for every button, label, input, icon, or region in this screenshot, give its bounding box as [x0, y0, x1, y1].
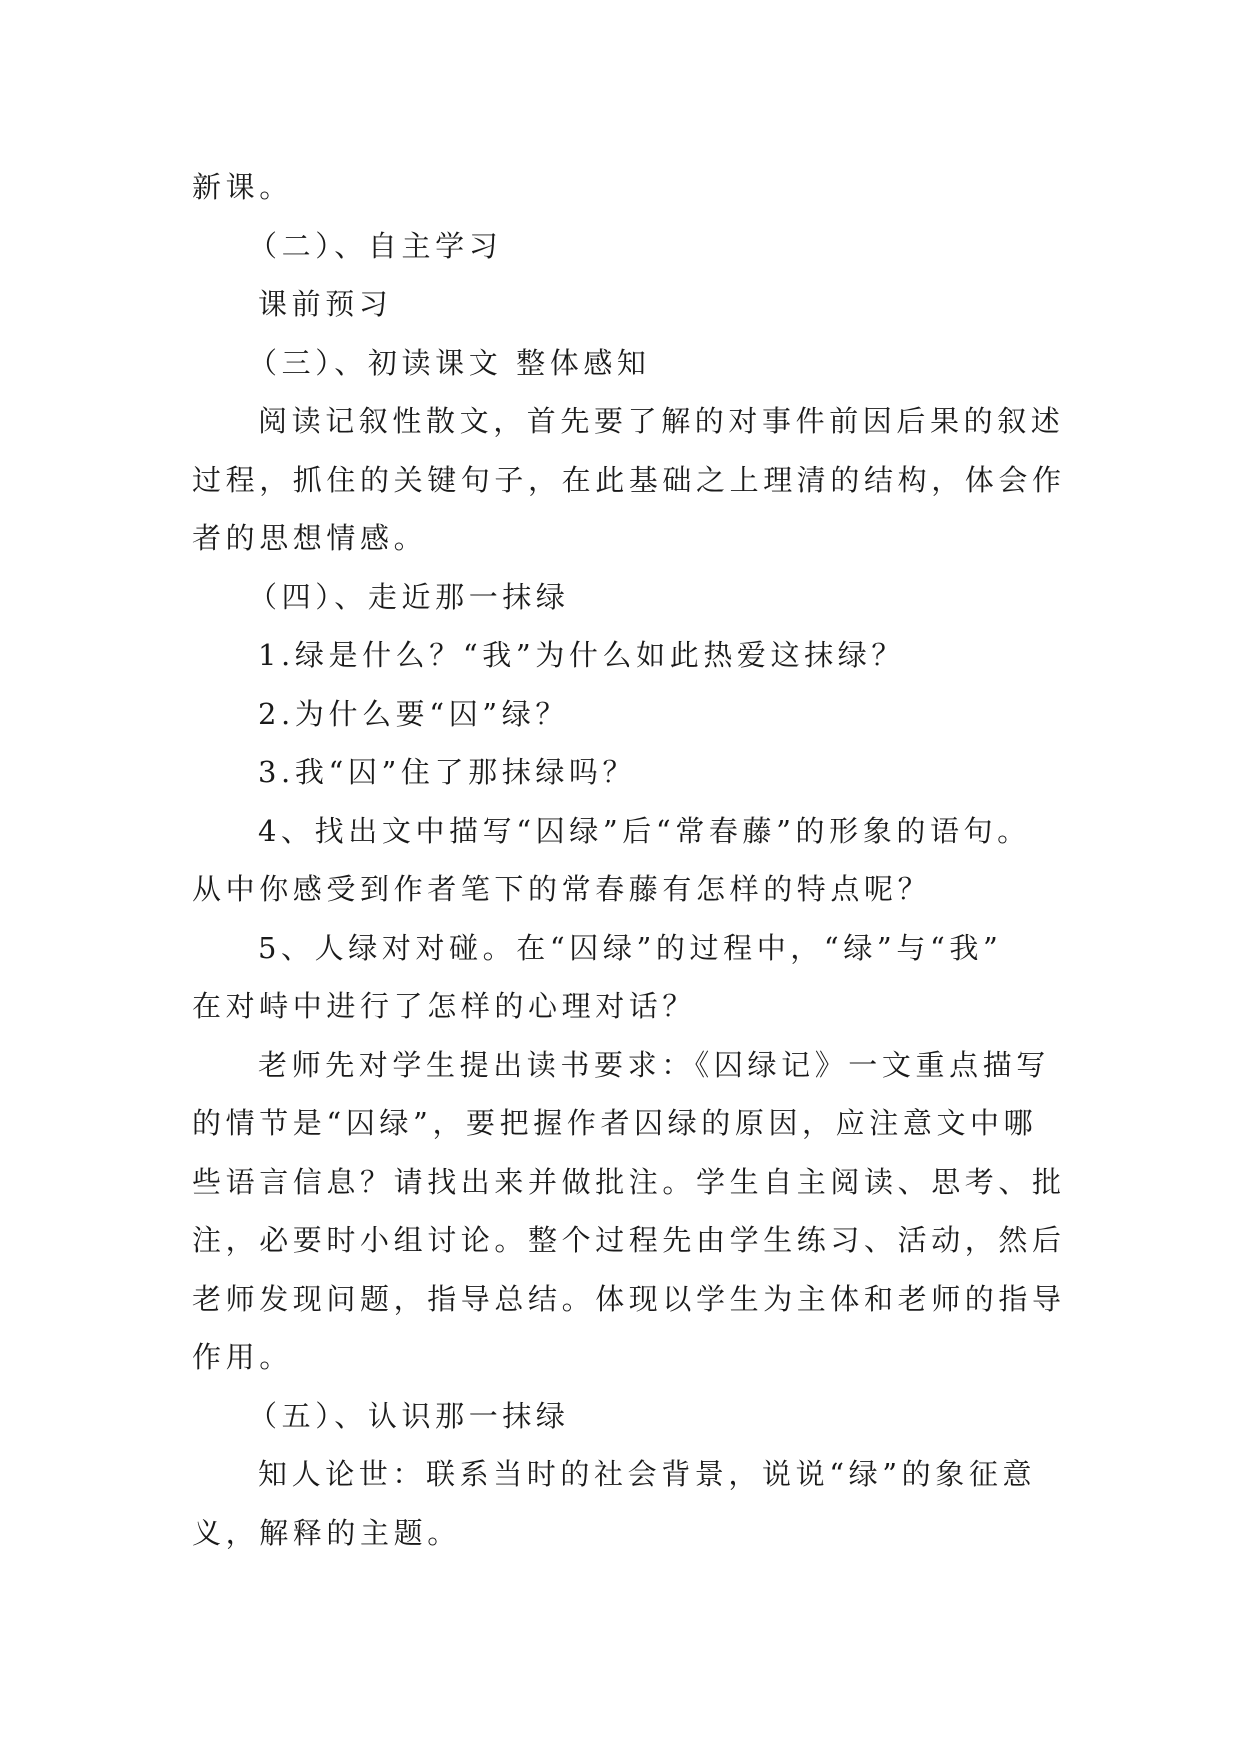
- text-line: 知人论世：联系当时的社会背景，说说“绿”的象征意: [258, 1457, 1037, 1491]
- section-heading-3: （三）、初读课文 整体感知: [248, 345, 651, 380]
- document-body: [192, 158, 1066, 1562]
- question-item: 5、人绿对对碰。在“囚绿”的过程中，“绿”与“我”: [258, 930, 1003, 965]
- text-line: 课前预习: [258, 287, 393, 321]
- text-line: 者的思想情感。: [192, 521, 428, 555]
- text-line: 阅读记叙性散文，首先要了解的对事件前因后果的叙述: [258, 404, 1065, 438]
- text-line: 作用。: [192, 1340, 293, 1374]
- text-line: 过程，抓住的关键句子，在此基础之上理清的结构，体会作: [192, 462, 1066, 497]
- text-line: 新课。: [192, 170, 293, 204]
- text-line: 些语言信息？请找出来并做批注。学生自主阅读、思考、批: [192, 1164, 1066, 1199]
- section-heading-5: （五）、认识那一抹绿: [248, 1398, 570, 1433]
- text-line: 注，必要时小组讨论。整个过程先由学生练习、活动，然后: [192, 1223, 1066, 1257]
- text-line: 在对峙中进行了怎样的心理对话？: [192, 989, 697, 1023]
- question-item: 2.为什么要“囚”绿？: [258, 696, 569, 731]
- question-item: 1.绿是什么？“我”为什么如此热爱这抹绿？: [258, 638, 905, 672]
- text-line: 老师先对学生提出读书要求：《囚绿记》一文重点描写: [258, 1047, 1050, 1082]
- section-heading-4: （四）、走近那一抹绿: [248, 579, 570, 614]
- text-line: 义，解释的主题。: [192, 1515, 461, 1550]
- text-line: 老师发现问题，指导总结。体现以学生为主体和老师的指导: [192, 1281, 1066, 1316]
- text-line: 从中你感受到作者笔下的常春藤有怎样的特点呢？: [192, 872, 932, 906]
- text-line: 的情节是“囚绿”，要把握作者囚绿的原因，应注意文中哪: [192, 1106, 1038, 1140]
- question-item: 4、找出文中描写“囚绿”后“常春藤”的形象的语句。: [258, 813, 1031, 848]
- section-heading-2: （二）、自主学习: [248, 228, 503, 263]
- question-item: 3.我“囚”住了那抹绿吗？: [258, 755, 637, 789]
